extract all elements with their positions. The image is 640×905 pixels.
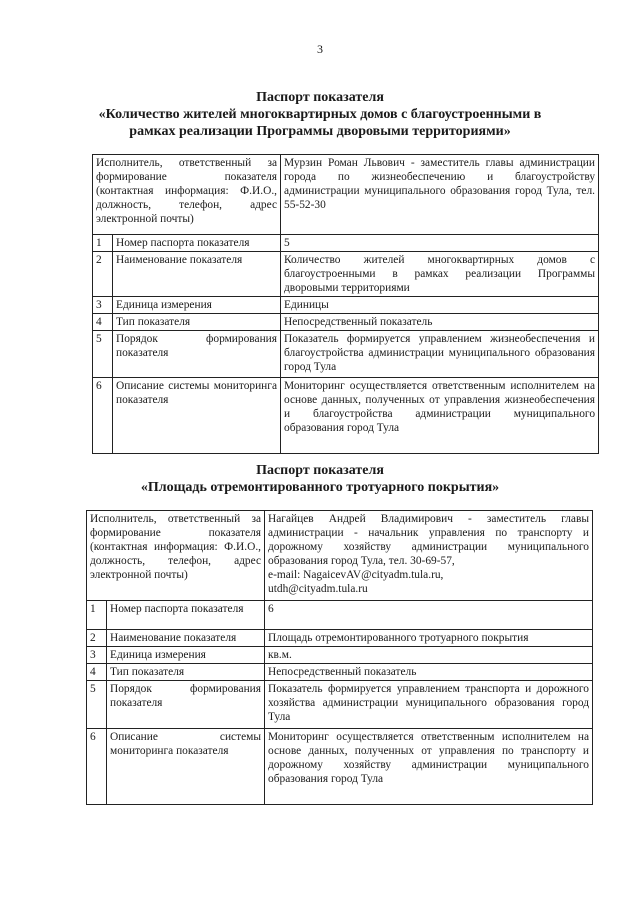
row-number: 5 bbox=[87, 681, 107, 729]
row-value: Мониторинг осуществляется ответственным исполнителем на основе данных, полученных от управления жизнеобеспечения и благоустройства администрации муниципального образования город Тула bbox=[281, 378, 599, 454]
row-value: Непосредственный показатель bbox=[281, 314, 599, 331]
table-row bbox=[93, 155, 599, 235]
row-label: Порядок формирования показателя bbox=[107, 681, 265, 729]
executor-value: Мурзин Роман Львович - заместитель главы администрации города по жизнеобеспечению и благоустройству администрации муниципального образования город Тула, тел. 55-52-30 bbox=[281, 155, 599, 235]
passport-1-title-line-2: «Количество жителей многоквартирных домов с благоустроенными в bbox=[98, 107, 542, 122]
row-label: Наименование показателя bbox=[113, 252, 281, 297]
row-label: Порядок формирования показателя bbox=[113, 331, 281, 378]
row-label: Наименование показателя bbox=[107, 630, 265, 647]
row-number: 3 bbox=[87, 647, 107, 664]
passport-1-title-line-3: рамках реализации Программы дворовыми территориями» bbox=[129, 124, 511, 139]
passport-1-title bbox=[0, 89, 640, 140]
row-number: 4 bbox=[87, 664, 107, 681]
row-value: 6 bbox=[265, 601, 593, 630]
row-number: 2 bbox=[93, 252, 113, 297]
row-number: 3 bbox=[93, 297, 113, 314]
passport-2-title-line-1: Паспорт показателя bbox=[256, 463, 384, 478]
table-row bbox=[93, 235, 599, 252]
table-row bbox=[93, 331, 599, 378]
row-number: 5 bbox=[93, 331, 113, 378]
page-number: 3 bbox=[317, 42, 323, 56]
table-row bbox=[93, 252, 599, 297]
passport-2-title-line-2: «Площадь отремонтированного тротуарного покрытия» bbox=[140, 480, 500, 495]
row-number: 6 bbox=[87, 729, 107, 805]
row-label: Единица измерения bbox=[113, 297, 281, 314]
table-row bbox=[87, 601, 593, 630]
executor-email: e-mail: NagaicevAV@cityadm.tula.ru, bbox=[268, 569, 444, 581]
table-row bbox=[87, 647, 593, 664]
table-row bbox=[87, 681, 593, 729]
row-value: кв.м. bbox=[265, 647, 593, 664]
table-row bbox=[87, 630, 593, 647]
row-value: Показатель формируется управлением транспорта и дорожного хозяйства администрации муниципального образования город Тула bbox=[265, 681, 593, 729]
passport-1-table bbox=[92, 154, 599, 454]
row-number: 4 bbox=[93, 314, 113, 331]
row-value: Площадь отремонтированного тротуарного покрытия bbox=[265, 630, 593, 647]
executor-label: Исполнитель, ответственный за формирование показателя (контактная информация: Ф.И.О., должность, телефон, адрес электронной почты) bbox=[87, 511, 265, 601]
executor-value-text: Нагайцев Андрей Владимирович - заместитель главы администрации - начальник управления по транспорту и дорожному хозяйству администрации муниципального образования город Тула, тел. 30-69-57, bbox=[268, 513, 590, 567]
row-number: 2 bbox=[87, 630, 107, 647]
row-number: 1 bbox=[93, 235, 113, 252]
row-value: Показатель формируется управлением жизнеобеспечения и благоустройства администрации муниципального образования город Тула bbox=[281, 331, 599, 378]
row-label: Описание системы мониторинга показателя bbox=[107, 729, 265, 805]
row-label: Номер паспорта показателя bbox=[107, 601, 265, 630]
row-label: Тип показателя bbox=[107, 664, 265, 681]
passport-2-title bbox=[0, 462, 640, 496]
row-value: Единицы bbox=[281, 297, 599, 314]
table-row bbox=[93, 378, 599, 454]
row-value: Непосредственный показатель bbox=[265, 664, 593, 681]
row-label: Единица измерения bbox=[107, 647, 265, 664]
table-row bbox=[93, 314, 599, 331]
row-value: Количество жителей многоквартирных домов с благоустроенными в рамках реализации Программы дворовыми территориями bbox=[281, 252, 599, 297]
row-label: Описание системы мониторинга показателя bbox=[113, 378, 281, 454]
table-row bbox=[87, 664, 593, 681]
row-value: Мониторинг осуществляется ответственным исполнителем на основе данных, полученных от управления по транспорту и дорожному хозяйству администрации муниципального образования город Тула bbox=[265, 729, 593, 805]
executor-email-2: utdh@cityadm.tula.ru bbox=[268, 583, 368, 595]
executor-label: Исполнитель, ответственный за формирование показателя (контактная информация: Ф.И.О., должность, телефон, адрес электронной почты) bbox=[93, 155, 281, 235]
table-row bbox=[87, 511, 593, 601]
row-label: Номер паспорта показателя bbox=[113, 235, 281, 252]
executor-value bbox=[265, 511, 593, 601]
passport-2-table bbox=[86, 510, 593, 805]
table-row bbox=[93, 297, 599, 314]
row-label: Тип показателя bbox=[113, 314, 281, 331]
row-number: 1 bbox=[87, 601, 107, 630]
row-number: 6 bbox=[93, 378, 113, 454]
table-row bbox=[87, 729, 593, 805]
row-value: 5 bbox=[281, 235, 599, 252]
passport-1-title-line-1: Паспорт показателя bbox=[256, 90, 384, 105]
